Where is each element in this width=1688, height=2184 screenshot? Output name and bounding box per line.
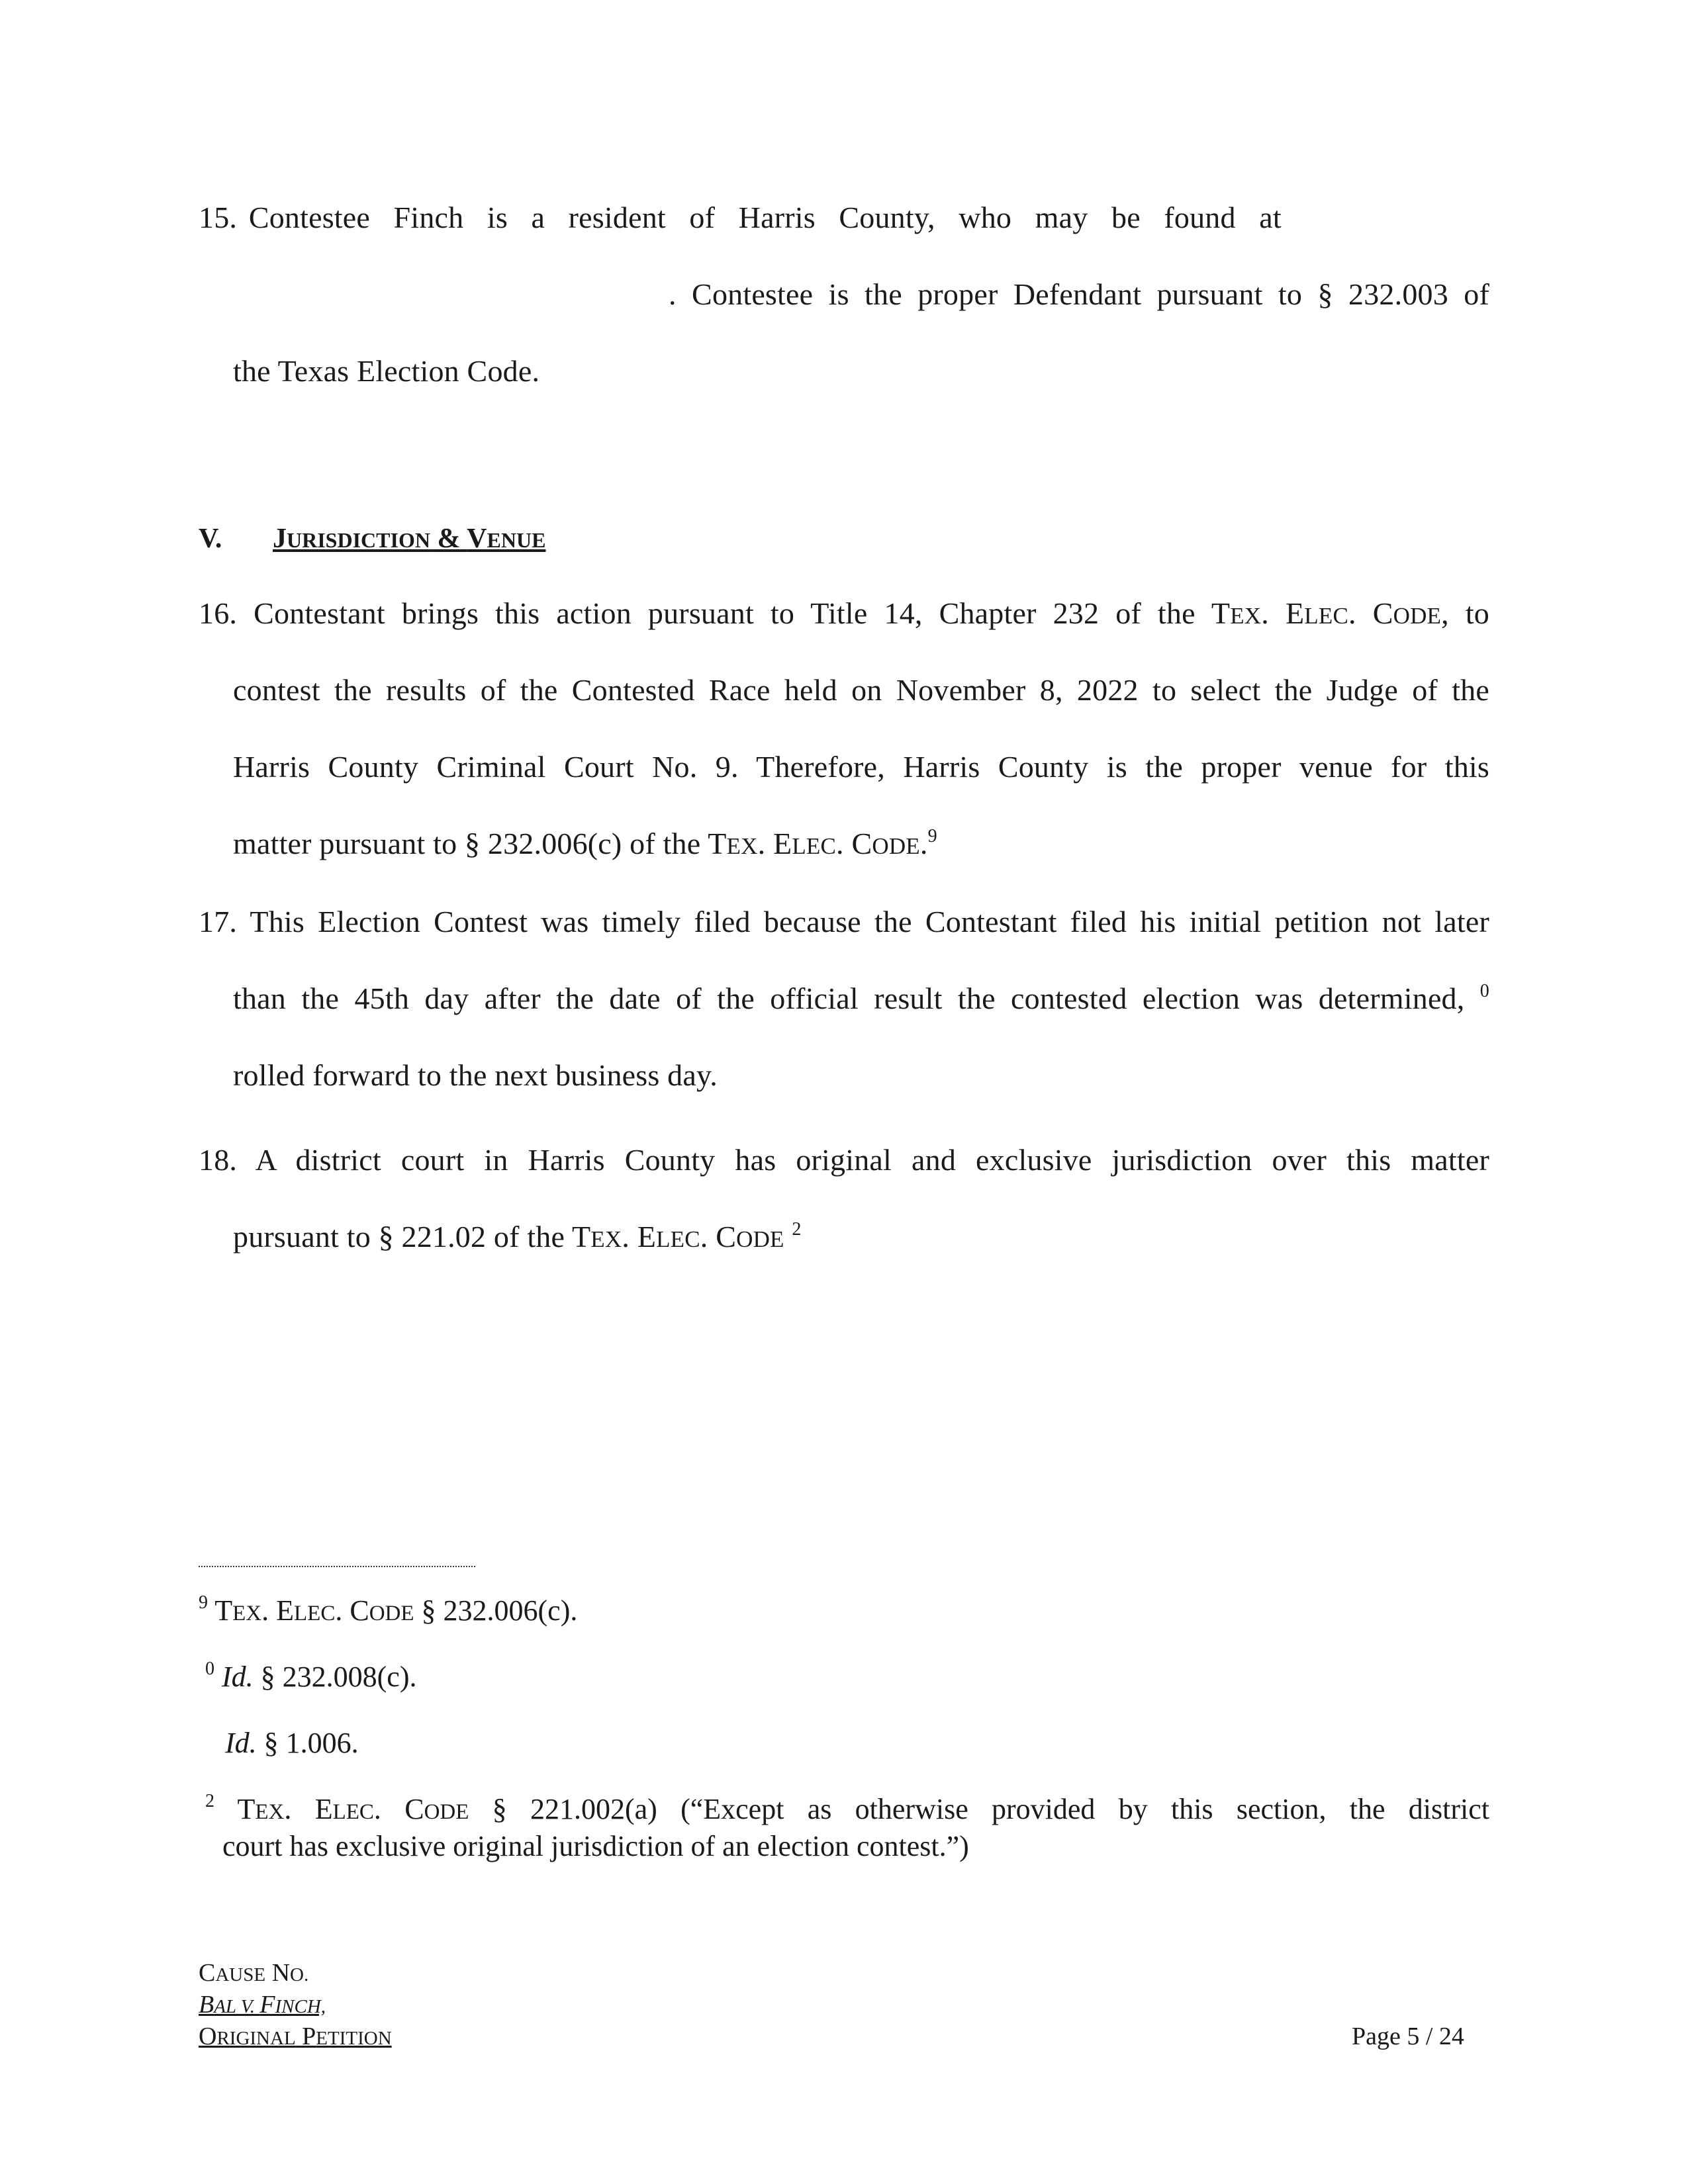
tex-elec-code-cite: TEX. ELEC. CODE [708, 827, 920, 860]
para17-line3 [233, 1060, 718, 1091]
footnote-mark: 9 [199, 1592, 208, 1613]
para15-text-1: Contestee Finch is a resident of Harris County, who may be found at [248, 201, 1282, 234]
section-number: V. [199, 523, 222, 554]
para16-text-1a: Contestant brings this action pursuant to Title 14, Chapter 232 of the [254, 596, 1211, 630]
para15-text-2: . Contestee is the proper Defendant pursuant to § 232.003 of [669, 277, 1489, 311]
footnote-text: court has exclusive original jurisdiction of an election contest.”) [222, 1830, 969, 1862]
para16-number: 16. [199, 596, 238, 630]
footnote-ref-2[interactable]: 2 [792, 1219, 802, 1240]
para17-line2 [233, 983, 1489, 1014]
para15-text-3: the Texas Election Code. [233, 354, 540, 388]
footnote-ref-9[interactable]: 9 [927, 826, 937, 846]
para18-text-1: A district court in Harris County has original and exclusive jurisdiction over this matter [255, 1143, 1490, 1177]
footnote-id: Id. [225, 1727, 257, 1759]
footnote-text: § 232.006(c). [414, 1594, 578, 1627]
tex-elec-code-cite: TEX. ELEC. CODE [1211, 596, 1442, 630]
para17-text-2: than the 45th day after the date of the official result the contested election was determined, [233, 981, 1465, 1015]
footnote-mark: 0 [205, 1659, 214, 1679]
para16-line4: matter pursuant to § 232.006(c) of the TEX. ELEC. CODE.$^9$ [233, 826, 937, 860]
footnote-2-cont [222, 1832, 969, 1861]
footnote-mark: 2 [205, 1791, 214, 1811]
tex-elec-code-cite: TEX. ELEC. CODE [237, 1793, 469, 1825]
para16-line1 [199, 598, 1489, 629]
para17-number: 17. [199, 905, 238, 938]
footnote-blank [225, 1729, 359, 1758]
page-number: Page 5 / 24 [1352, 2023, 1464, 2050]
footer-doc-title: ORIGINAL PETITION [199, 2023, 392, 2050]
section-title: JURISDICTION & VENUE [273, 523, 546, 554]
footnote-text: § 1.006. [256, 1727, 359, 1759]
footnote-separator [199, 1566, 475, 1567]
para18-text-2a: pursuant to § 221.02 of the [233, 1220, 572, 1253]
para15-line2 [669, 279, 1489, 310]
para17-line1 [199, 907, 1489, 937]
para16-line2 [233, 675, 1489, 705]
tex-elec-code-cite: TEX. ELEC. CODE [214, 1594, 414, 1627]
para16-text-2: contest the results of the Contested Race held on November 8, 2022 to select the Judge of the [233, 673, 1489, 707]
para15-number: 15. [199, 201, 238, 234]
para17-text-1: This Election Contest was timely filed because the Contestant filed his initial petition not later [250, 905, 1489, 938]
footnote-2 [205, 1791, 1490, 1825]
para18-number: 18. [199, 1143, 238, 1177]
para17-text-3: rolled forward to the next business day. [233, 1058, 718, 1092]
footnote-text: § 232.008(c). [253, 1661, 417, 1693]
footnote-ref-0[interactable]: 0 [1479, 981, 1489, 1001]
para16-text-4a: matter pursuant to § 232.006(c) of the [233, 827, 708, 860]
section-heading [199, 523, 546, 555]
para16-line3 [233, 752, 1489, 782]
footnote-0 [205, 1659, 417, 1693]
para15-line1 [199, 203, 1282, 233]
footer-case-name: BAL V. FINCH, [199, 1991, 326, 2019]
para18-line1 [199, 1145, 1489, 1175]
para16-text-1b: , to [1441, 596, 1490, 630]
para15-line3 [233, 356, 539, 387]
para16-text-3: Harris County Criminal Court No. 9. Therefore, Harris County is the proper venue for this [233, 750, 1489, 784]
footnote-id: Id. [222, 1661, 254, 1693]
para18-line2 [233, 1219, 802, 1253]
footer-cause-no: CAUSE NO. [199, 1959, 309, 1987]
footnote-9 [199, 1592, 578, 1627]
footnote-text: § 221.002(a) (“Except as otherwise provided by this section, the district [469, 1793, 1490, 1825]
tex-elec-code-cite: TEX. ELEC. CODE [571, 1220, 784, 1253]
